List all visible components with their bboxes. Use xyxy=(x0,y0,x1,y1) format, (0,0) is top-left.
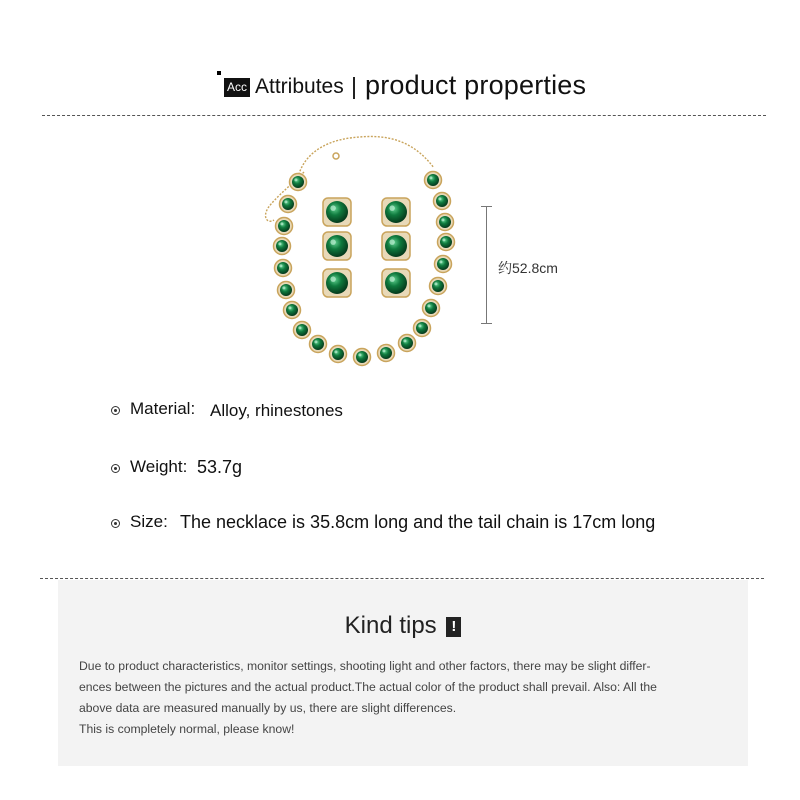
tips-title-text: Kind tips xyxy=(344,612,437,639)
rhinestone xyxy=(378,345,395,362)
dimension-cap-bottom xyxy=(481,323,492,324)
tips-line: This is completely normal, please know! xyxy=(79,722,295,736)
header-tag: Acc xyxy=(224,78,250,97)
tips-line: Due to product characteristics, monitor settings, shooting light and other factors, there may be slight differ- xyxy=(79,659,651,673)
earrings xyxy=(323,198,410,297)
rhinestone xyxy=(438,234,455,251)
tips-line: above data are measured manually by us, there are slight differences. xyxy=(79,701,457,715)
tail-chain xyxy=(298,136,434,178)
rhinestone xyxy=(425,172,442,189)
rhinestone xyxy=(275,260,292,277)
section-header xyxy=(0,64,800,108)
rhinestone xyxy=(414,320,431,337)
rhinestone xyxy=(382,198,410,226)
rhinestone xyxy=(310,336,327,353)
clasp-icon xyxy=(333,153,339,159)
header-square-mark xyxy=(217,71,221,75)
property-label: Material: xyxy=(130,399,196,418)
tips-line: ences between the pictures and the actual product.The actual color of the product shall prevail. Also: All the xyxy=(79,680,657,694)
header-separator xyxy=(353,77,355,99)
exclamation-icon: ! xyxy=(446,617,461,637)
product-image xyxy=(240,128,480,378)
dimension-cap-top xyxy=(481,206,492,207)
rhinestone xyxy=(382,269,410,297)
rhinestone xyxy=(284,302,301,319)
necklace xyxy=(274,172,455,366)
rhinestone xyxy=(430,278,447,295)
tips-text xyxy=(79,656,735,740)
rhinestone xyxy=(330,346,347,363)
property-label: Weight: xyxy=(130,457,188,476)
rhinestone xyxy=(290,174,307,191)
rhinestone xyxy=(437,214,454,231)
rhinestone xyxy=(323,232,351,260)
property-value: The necklace is 35.8cm long and the tail chain is 17cm long xyxy=(180,512,656,532)
rhinestone xyxy=(399,335,416,352)
rhinestone xyxy=(423,300,440,317)
header-title: product properties xyxy=(365,70,587,100)
rhinestone xyxy=(354,349,371,366)
tips-title xyxy=(58,612,748,640)
dimension-label: 约52.8cm xyxy=(498,260,558,276)
kind-tips-panel xyxy=(58,580,748,766)
dimension-line xyxy=(486,206,487,324)
rhinestone xyxy=(435,256,452,273)
property-value: 53.7g xyxy=(197,457,243,477)
rhinestone xyxy=(274,238,291,255)
property-value: Alloy, rhinestones xyxy=(210,401,343,420)
rhinestone xyxy=(280,196,297,213)
rhinestone xyxy=(276,218,293,235)
property-label: Size: xyxy=(130,512,168,531)
rhinestone xyxy=(382,232,410,260)
rhinestone xyxy=(278,282,295,299)
bullet-icon xyxy=(111,406,120,415)
header-attributes-label: Attributes xyxy=(255,75,344,98)
rhinestone xyxy=(434,193,451,210)
rhinestone xyxy=(323,198,351,226)
divider-top xyxy=(42,115,766,116)
rhinestone xyxy=(323,269,351,297)
bullet-icon xyxy=(111,519,120,528)
rhinestone xyxy=(294,322,311,339)
divider-bottom xyxy=(40,578,764,579)
bullet-icon xyxy=(111,464,120,473)
